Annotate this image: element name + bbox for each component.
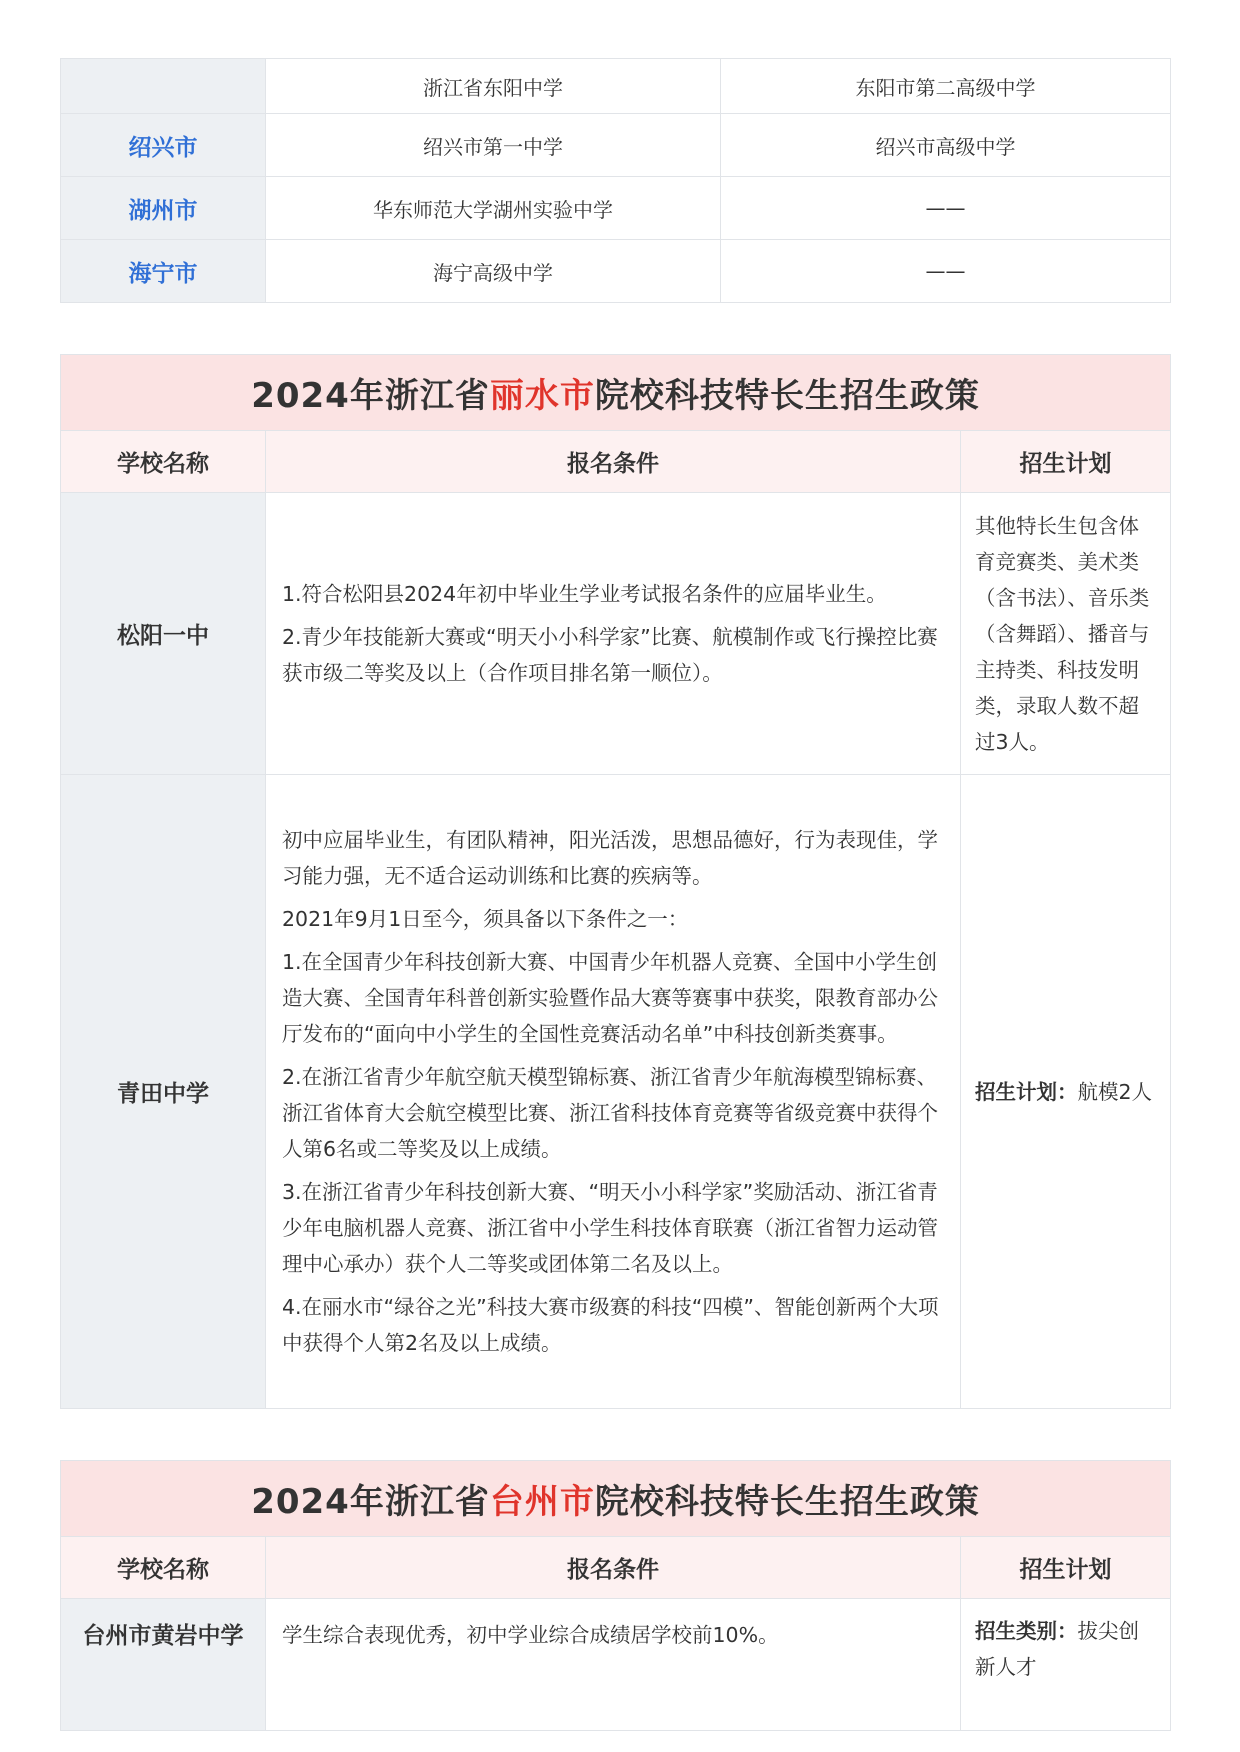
table-row xyxy=(61,493,1171,775)
school-cell: 海宁高级中学 xyxy=(266,240,721,303)
plan-cell xyxy=(961,1599,1171,1731)
school-cell: 浙江省东阳中学 xyxy=(266,59,721,114)
title-prefix: 2024年浙江省 xyxy=(251,376,490,416)
school-name: 松阳一中 xyxy=(61,493,266,775)
title-prefix: 2024年浙江省 xyxy=(251,1482,490,1522)
condition-item: 2.在浙江省青少年航空航天模型锦标赛、浙江省青少年航海模型锦标赛、浙江省体育大会航空模型比赛、浙江省科技体育竞赛等省级竞赛中获得个人第6名或二等奖及以上成绩。 xyxy=(282,1065,938,1161)
city-link-shaoxing[interactable]: 绍兴市 xyxy=(61,114,266,177)
school-name: 青田中学 xyxy=(61,775,266,1409)
condition-item: 学生综合表现优秀，初中学业综合成绩居学校前10%。 xyxy=(282,1623,779,1647)
plan-label: 招生计划： xyxy=(975,1079,1078,1104)
plan-cell xyxy=(961,493,1171,775)
plan-cell xyxy=(961,775,1171,1409)
condition-item: 4.在丽水市“绿谷之光”科技大赛市级赛的科技“四模”、智能创新两个大项中获得个人第2名及以上成绩。 xyxy=(282,1295,939,1355)
school-cell: 华东师范大学湖州实验中学 xyxy=(266,177,721,240)
table-row xyxy=(61,1599,1171,1731)
table-row xyxy=(61,59,1171,114)
plan-label: 招生类别： xyxy=(975,1619,1078,1643)
condition-item: 1.符合松阳县2024年初中毕业生学业考试报名条件的应届毕业生。 xyxy=(282,582,887,606)
table-header-row xyxy=(61,431,1171,493)
conditions-cell xyxy=(266,775,961,1409)
table-row xyxy=(61,775,1171,1409)
title-city: 台州市 xyxy=(489,1482,595,1522)
school-cell: 东阳市第二高级中学 xyxy=(721,59,1171,114)
plan-text: 其他特长生包含体育竞赛类、美术类（含书法）、音乐类（含舞蹈）、播音与主持类、科技发明类，录取人数不超过3人。 xyxy=(975,513,1150,754)
table-row xyxy=(61,240,1171,303)
conditions-cell xyxy=(266,493,961,775)
city-link-huzhou[interactable]: 湖州市 xyxy=(61,177,266,240)
school-cell: —— xyxy=(721,240,1171,303)
condition-item: 3.在浙江省青少年科技创新大赛、“明天小小科学家”奖励活动、浙江省青少年电脑机器人竞赛、浙江省中小学生科技体育联赛（浙江省智力运动管理中心承办）获个人二等奖或团体第二名及以上。 xyxy=(282,1180,938,1276)
condition-item: 2.青少年技能新大赛或“明天小小科学家”比赛、航模制作或飞行操控比赛获市级二等奖及以上（合作项目排名第一顺位）。 xyxy=(282,625,938,685)
lishui-policy-table xyxy=(60,354,1171,1409)
city-link-haining[interactable]: 海宁市 xyxy=(61,240,266,303)
plan-text: 航模2人 xyxy=(1077,1079,1153,1104)
header-conditions: 报名条件 xyxy=(266,1537,961,1599)
city-cell xyxy=(61,59,266,114)
title-city: 丽水市 xyxy=(489,376,595,416)
header-school-name: 学校名称 xyxy=(61,431,266,493)
condition-item: 1.在全国青少年科技创新大赛、中国青少年机器人竞赛、全国中小学生创造大赛、全国青年科普创新实验暨作品大赛等赛事中获奖，限教育部办公厅发布的“面向中小学生的全国性竞赛活动名单”中科技创新类赛事。 xyxy=(282,950,938,1046)
table-row xyxy=(61,114,1171,177)
table-title xyxy=(61,355,1171,431)
city-school-table xyxy=(60,58,1171,303)
school-cell: 绍兴市第一中学 xyxy=(266,114,721,177)
header-school-name: 学校名称 xyxy=(61,1537,266,1599)
header-plan: 招生计划 xyxy=(961,1537,1171,1599)
condition-item: 初中应届毕业生，有团队精神，阳光活泼，思想品德好，行为表现佳，学习能力强，无不适合运动训练和比赛的疾病等。 xyxy=(282,828,938,888)
title-suffix: 院校科技特长生招生政策 xyxy=(594,376,980,416)
conditions-cell xyxy=(266,1599,961,1731)
school-cell: 绍兴市高级中学 xyxy=(721,114,1171,177)
title-suffix: 院校科技特长生招生政策 xyxy=(594,1482,980,1522)
header-plan: 招生计划 xyxy=(961,431,1171,493)
school-name: 台州市黄岩中学 xyxy=(61,1599,266,1731)
condition-item: 2021年9月1日至今，须具备以下条件之一： xyxy=(282,907,689,931)
table-header-row xyxy=(61,1537,1171,1599)
table-title xyxy=(61,1461,1171,1537)
plan-text: 拔尖创新人才 xyxy=(975,1619,1139,1679)
table-row xyxy=(61,177,1171,240)
header-conditions: 报名条件 xyxy=(266,431,961,493)
school-cell: —— xyxy=(721,177,1171,240)
taizhou-policy-table xyxy=(60,1460,1171,1731)
